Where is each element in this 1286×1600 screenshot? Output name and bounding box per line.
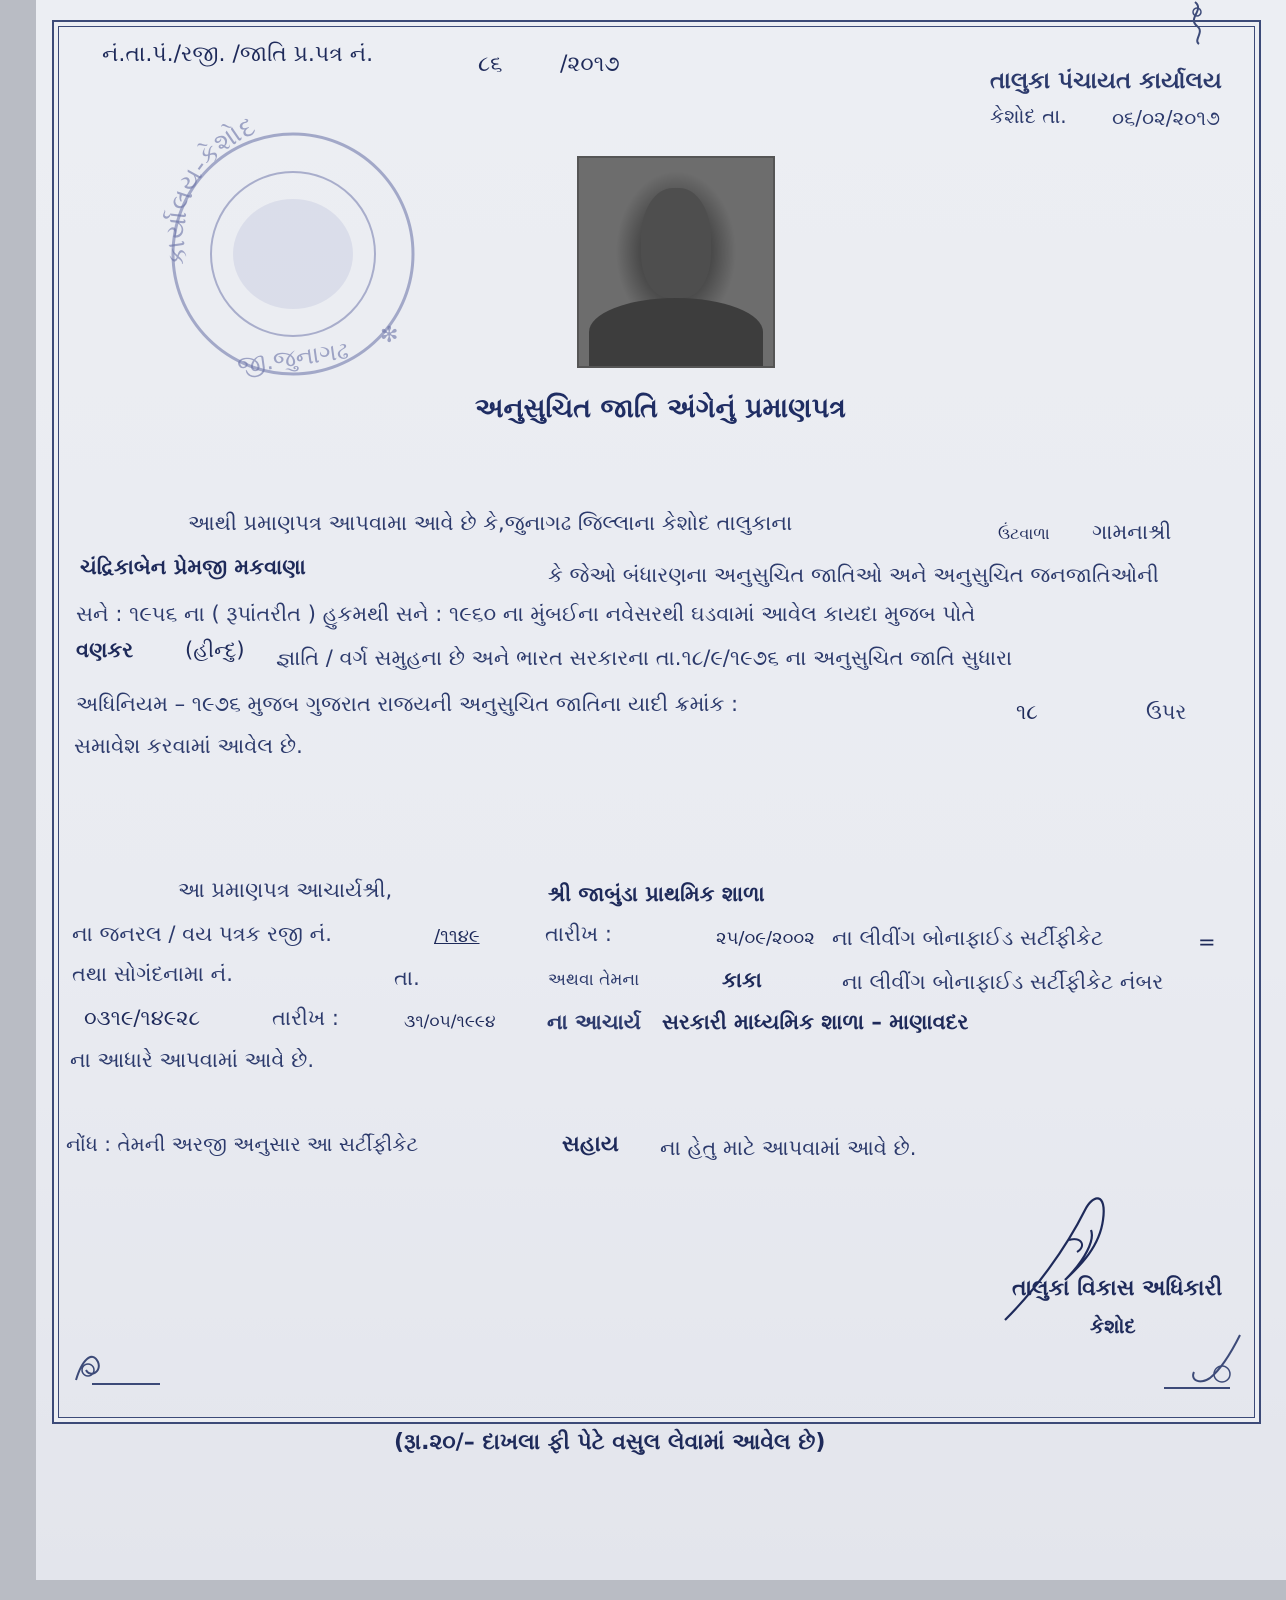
list-serial-number: ૧૮: [1016, 700, 1038, 724]
register-date-label: તારીખ :: [545, 922, 612, 946]
note-purpose: સહાય: [562, 1132, 619, 1157]
register-number: /૧૧૪૯: [434, 926, 480, 947]
certificate-date-label: તારીખ :: [272, 1006, 339, 1030]
certificate-title: અનુસુચિત જાતિ અંગેનું પ્રમાણપત્ર: [475, 393, 846, 424]
caste-name: વણકર: [76, 638, 134, 662]
basis-or: અથવા તેમના: [548, 970, 640, 990]
village-suffix: ગામનાશ્રી: [1092, 520, 1172, 544]
reference-label: નં.તા.પં./રજી. /જાતિ પ્ર.પત્ર નં.: [102, 42, 374, 67]
svg-text:✻: ✻: [380, 323, 399, 348]
officer-signature: [995, 1180, 1195, 1330]
basis-line-3: તથા સોગંદનામા નં.: [72, 962, 233, 986]
secondary-school-name: સરકારી માધ્યમિક શાળા – માણાવદર: [662, 1010, 969, 1034]
svg-text:કાર્યાલય-કેશોદ: કાર્યાલય-કેશોદ: [160, 111, 260, 268]
body-line-5-end: ઉપર: [1146, 700, 1187, 724]
body-line-1: આથી પ્રમાણપત્ર આપવામા આવે છે કે,જુનાગઢ જિલ્લાના કેશોદ તાલુકાના: [188, 511, 793, 535]
basis-line-3-end: ના લીવીંગ બોનાફાઈડ સર્ટીફીકેટ નંબર: [842, 970, 1164, 994]
certificate-date: ૩૧/૦૫/૧૯૯૪: [404, 1012, 496, 1032]
affidavit-date-label: તા.: [394, 966, 420, 990]
basis-line-5: ના આધારે આપવામાં આવે છે.: [70, 1048, 315, 1072]
svg-text:જી.જુનાગઢ: જી.જુનાગઢ: [235, 336, 351, 380]
top-right-ornament: [1175, 0, 1215, 45]
relation: કાકા: [722, 968, 762, 992]
signatory-place: કેશોદ: [1090, 1314, 1136, 1338]
office-seal-stamp: [128, 104, 450, 404]
fee-note: (રૂા.૨૦/– દાખલા ફી પેટે વસુલ લેવામાં આવેલ છે): [394, 1430, 826, 1455]
applicant-photo: [577, 156, 775, 368]
basis-line-1: આ પ્રમાણપત્ર આચાર્યશ્રી,: [178, 878, 393, 902]
body-line-4: જ્ઞાતિ / વર્ગ સમુહના છે અને ભારત સરકારના તા.૧૮/૯/૧૯૭૬ ના અનુસુચિત જાતિ સુધારા: [276, 646, 1013, 670]
signatory-title: તાલુકા વિકાસ અધિકારી: [1012, 1276, 1223, 1301]
basis-line-2-mark: =: [1198, 930, 1216, 954]
bottom-left-ornament: [72, 1340, 162, 1390]
body-line-3: સને : ૧૯૫૬ ના ( રૂપાંતરીત ) હુકમથી સને : ૧૯૬૦ ના મુંબઈના નવેસરથી ઘડવામાં આવેલ કાયદા મુજબ પોતે: [76, 602, 976, 626]
body-line-6: સમાવેશ કરવામાં આવેલ છે.: [74, 734, 303, 758]
reference-number: ૮૬: [478, 52, 503, 77]
certificate-number: ૦૩૧૯/૧૪૯૨૮: [84, 1006, 201, 1030]
basis-line-2-end: ના લીવીંગ બોનાફાઈડ સર્ટીફીકેટ: [832, 926, 1104, 950]
school-name: શ્રી જાબુંડા પ્રાથમિક શાળા: [548, 882, 765, 906]
register-date: ૨૫/૦૯/૨૦૦૨: [716, 928, 815, 949]
applicant-name: ચંદ્રિકાબેન પ્રેમજી મકવાણા: [80, 555, 306, 579]
note-end: ના હેતુ માટે આપવામાં આવે છે.: [660, 1136, 917, 1160]
body-line-2: કે જેઓ બંધારણના અનુસુચિત જાતિઓ અને અનુસુચિત જનજાતિઓની: [548, 563, 1159, 587]
basis-line-4-mid: ના આચાર્ય: [547, 1010, 641, 1034]
village-name: ઉંટવાળા: [998, 524, 1050, 543]
bottom-right-ornament: [1160, 1330, 1245, 1400]
reference-year: /૨૦૧૭: [560, 52, 620, 77]
religion: (હીન્દુ): [185, 638, 245, 662]
issue-date: ૦૬/૦૨/૨૦૧૭: [1112, 106, 1220, 130]
note-label: નોંધ : તેમની અરજી અનુસાર આ સર્ટીફીકેટ: [66, 1132, 419, 1156]
body-line-5: અધિનિયમ – ૧૯૭૬ મુજબ ગુજરાત રાજયની અનુસુચિત જાતિના યાદી ક્રમાંક :: [76, 692, 739, 716]
place-date-label: કેશોદ તા.: [990, 104, 1067, 128]
basis-line-2: ના જનરલ / વય પત્રક રજી નં.: [72, 922, 332, 946]
office-name: તાલુકા પંચાયત કાર્યાલય: [990, 68, 1222, 94]
